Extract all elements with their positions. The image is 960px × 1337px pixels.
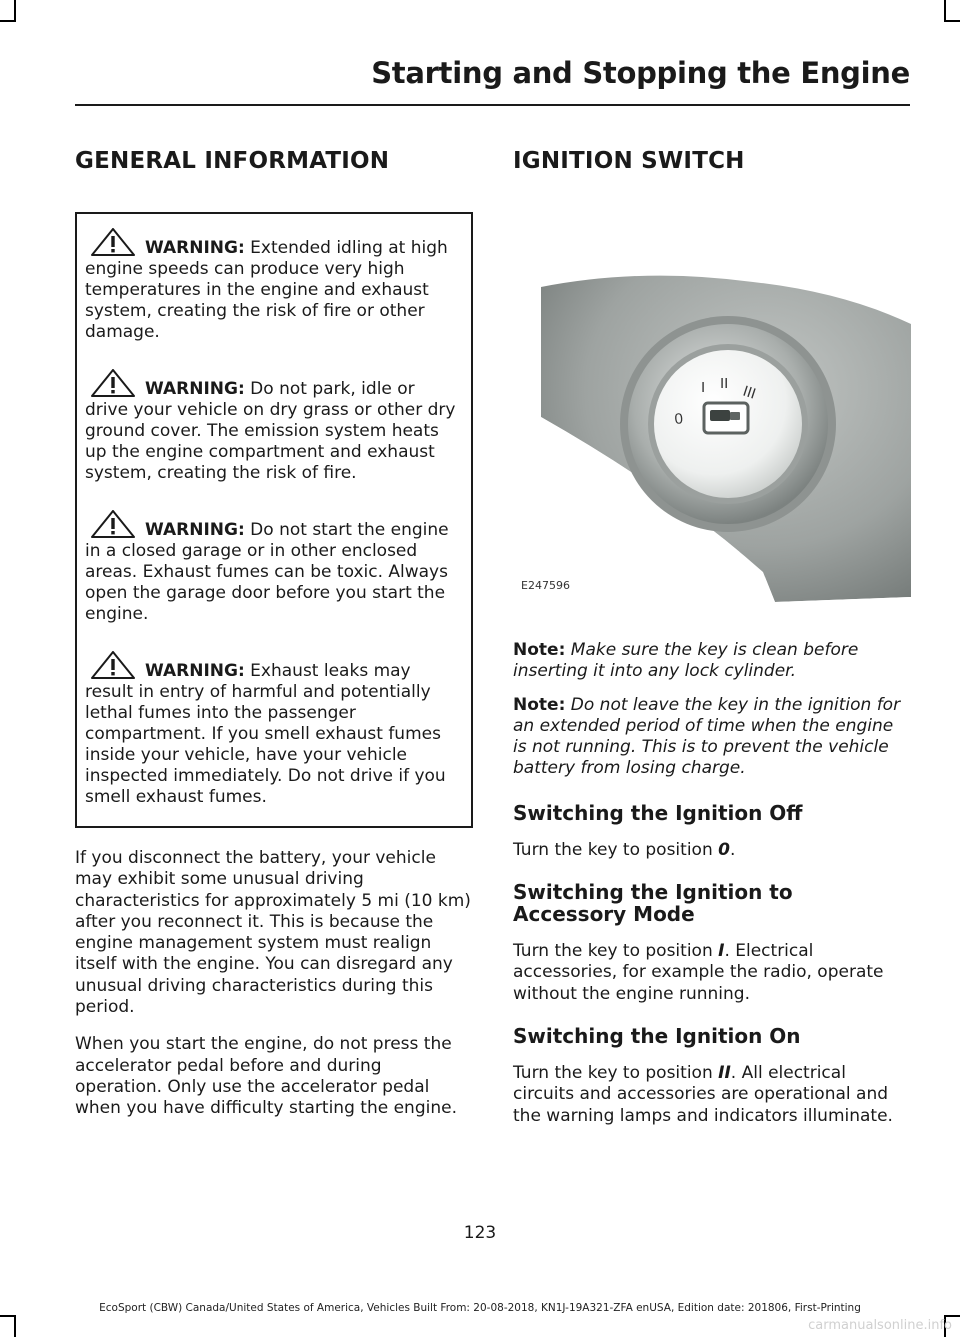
subheading-ignition-on: Switching the Ignition On [513,1023,801,1048]
body-paragraph: When you start the engine, do not press the accelerator pedal before and during operation. Only use the accelerator pedal when you have difficulty starting the engine. [75,1034,457,1119]
crop-mark [14,1315,16,1337]
warning-label: WARNING: [145,379,245,399]
warning-item [85,369,463,484]
instruction-text: Turn the key to position [513,941,719,962]
warning-triangle-icon [91,510,135,538]
warning-label: WARNING: [145,238,245,258]
instruction-paragraph [513,1063,911,1127]
instruction-text: Turn the key to position [513,1062,719,1083]
crop-mark [0,1315,16,1317]
note-text: Do not leave the key in the ignition for an extended period of time when the engine is not running. This is to prevent the vehicle battery from losing charge. [513,694,901,779]
warning-label: WARNING: [145,520,245,540]
crop-mark [0,20,16,22]
instruction-text: Turn the key to position [513,839,719,860]
ignition-switch-illustration [513,192,911,612]
warning-item [85,228,463,343]
warning-label: WARNING: [145,661,245,681]
note-label: Note: [513,694,566,715]
warning-text: Do not start the engine in a closed garage or in other enclosed areas. Exhaust fumes can be toxic. Always open the garage door before you start the engine. [85,520,449,624]
section-heading-ignition-switch: IGNITION SWITCH [513,148,745,174]
warning-triangle-icon [91,651,135,679]
instruction-paragraph [513,840,911,861]
section-heading-general-information: GENERAL INFORMATION [75,148,390,174]
position-label-ii: II [720,375,729,392]
warning-item [85,510,463,625]
position-label-iii: III [740,382,758,403]
footer-edition-info: EcoSport (CBW) Canada/United States of America, Vehicles Built From: 20-08-2018, KN1J-19A321-ZFA enUSA, Edition date: 201806, First-Printing [99,1302,861,1314]
subheading-ignition-off: Switching the Ignition Off [513,800,803,825]
crop-mark [944,0,946,22]
crop-mark [944,20,960,22]
position-label-0: 0 [673,410,684,428]
warning-text: Exhaust leaks may result in entry of harmful and potentially lethal fumes into the passenger compartment. If you smell exhaust fumes inside your vehicle, have your vehicle inspected immediately. Do not drive if you smell exhaust fumes. [85,661,446,807]
instruction-text: . All electrical circuits and accessories are operational and the warning lamps and indicators illuminate. [513,1062,893,1126]
instruction-paragraph [513,941,911,1005]
warning-text: Extended idling at high engine speeds can produce very high temperatures in the engine and exhaust system, creating the risk of fire or other damage. [85,238,448,342]
note [513,640,911,683]
crop-mark [14,0,16,22]
position-label-i: I [701,379,706,396]
key-position: I [718,941,725,962]
warning-text: Do not park, idle or drive your vehicle on dry grass or other dry ground cover. The emission system heats up the engine compartment and exhaust system, creating the risk of fire. [85,379,456,483]
left-column [75,148,473,1136]
note-text: Make sure the key is clean before inserting it into any lock cylinder. [513,640,859,682]
instruction-text: . [729,839,736,860]
instruction-text: . Electrical accessories, for example the radio, operate without the engine running. [513,941,884,1004]
right-column [513,148,911,1143]
header-rule [75,104,910,106]
crop-mark [944,1315,960,1317]
watermark: carmanualsonline.info [808,1318,952,1333]
note-label: Note: [513,640,566,660]
key-position: 0 [718,839,730,860]
figure-id: E247596 [521,579,570,592]
warning-box [75,212,473,828]
subheading-accessory-mode: Switching the Ignition to Accessory Mode [513,880,793,927]
body-paragraph: If you disconnect the battery, your vehicle may exhibit some unusual driving characteristics for approximately 5 mi (10 km) after you reconnect it. This is because the engine management system must realign itself with the engine. You can disregard any unusual driving characteristics during this period. [75,848,471,1018]
warning-triangle-icon [91,369,135,397]
note [513,695,911,780]
key-position: II [718,1062,731,1083]
page-header-title: Starting and Stopping the Engine [371,56,910,90]
warning-triangle-icon [91,228,135,256]
page-number: 123 [463,1223,497,1243]
warning-item [85,651,463,808]
ignition-switch-figure [513,192,911,612]
